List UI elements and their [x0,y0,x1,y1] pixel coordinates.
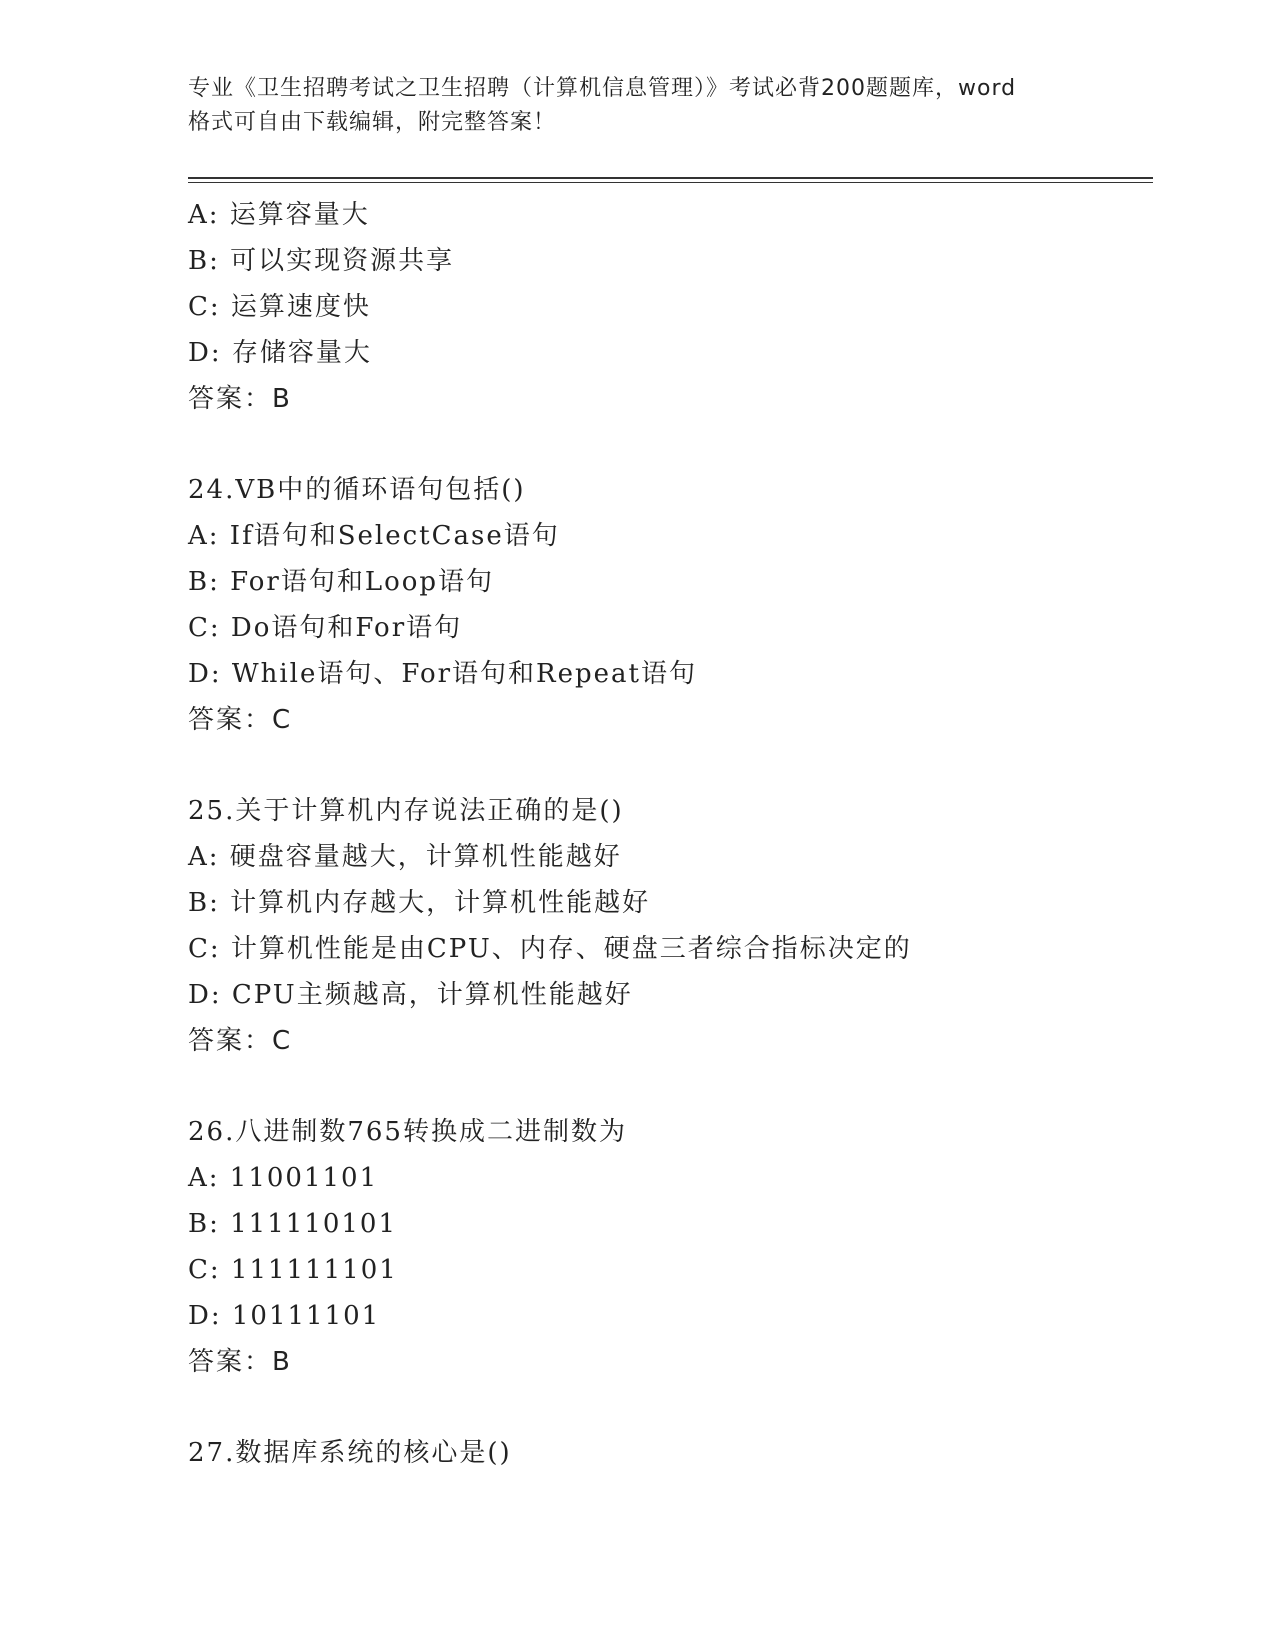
question-title: 26.八进制数765转换成二进制数为 [188,1117,627,1147]
option-a: A: If语句和SelectCase语句 [188,521,560,551]
option-c: C: 计算机性能是由CPU、内存、硬盘三者综合指标决定的 [188,934,912,964]
option-d: D: CPU主频越高，计算机性能越好 [188,980,633,1010]
answer-line: 答案：B [188,384,292,414]
option-b: B: For语句和Loop语句 [188,567,495,597]
spacer [188,1385,1148,1430]
header-divider-thin [188,182,1153,183]
spacer [188,422,1148,467]
option-d: D: While语句、For语句和Repeat语句 [188,659,697,689]
question-block-26 [188,1109,1148,1385]
question-title: 27.数据库系统的核心是() [188,1438,512,1468]
spacer [188,1064,1148,1109]
answer-line: 答案：C [188,1026,293,1056]
option-a: A: 运算容量大 [188,200,370,230]
header-divider-thick [188,177,1153,179]
answer-line: 答案：C [188,705,293,735]
option-b: B: 可以实现资源共享 [188,246,455,276]
option-d: D: 存储容量大 [188,338,372,368]
spacer [188,743,1148,788]
option-c: C: 运算速度快 [188,292,371,322]
option-c: C: 111111101 [188,1255,398,1285]
option-b: B: 计算机内存越大，计算机性能越好 [188,888,651,918]
option-d: D: 10111101 [188,1301,381,1331]
option-b: B: 111110101 [188,1209,398,1239]
question-list [188,192,1148,1476]
question-title: 24.VB中的循环语句包括() [188,475,526,505]
option-a: A: 硬盘容量越大，计算机性能越好 [188,842,622,872]
document-header [188,72,1088,140]
question-title: 25.关于计算机内存说法正确的是() [188,796,624,826]
header-line-2: 格式可自由下载编辑，附完整答案！ [188,110,557,135]
header-line-1: 专业《卫生招聘考试之卫生招聘（计算机信息管理）》考试必背200题题库，word [188,76,1017,101]
question-block-25 [188,788,1148,1064]
question-block-27 [188,1430,1148,1476]
question-block-24 [188,467,1148,743]
answer-line: 答案：B [188,1347,292,1377]
option-c: C: Do语句和For语句 [188,613,463,643]
question-block-23 [188,192,1148,422]
option-a: A: 11001101 [188,1163,379,1193]
